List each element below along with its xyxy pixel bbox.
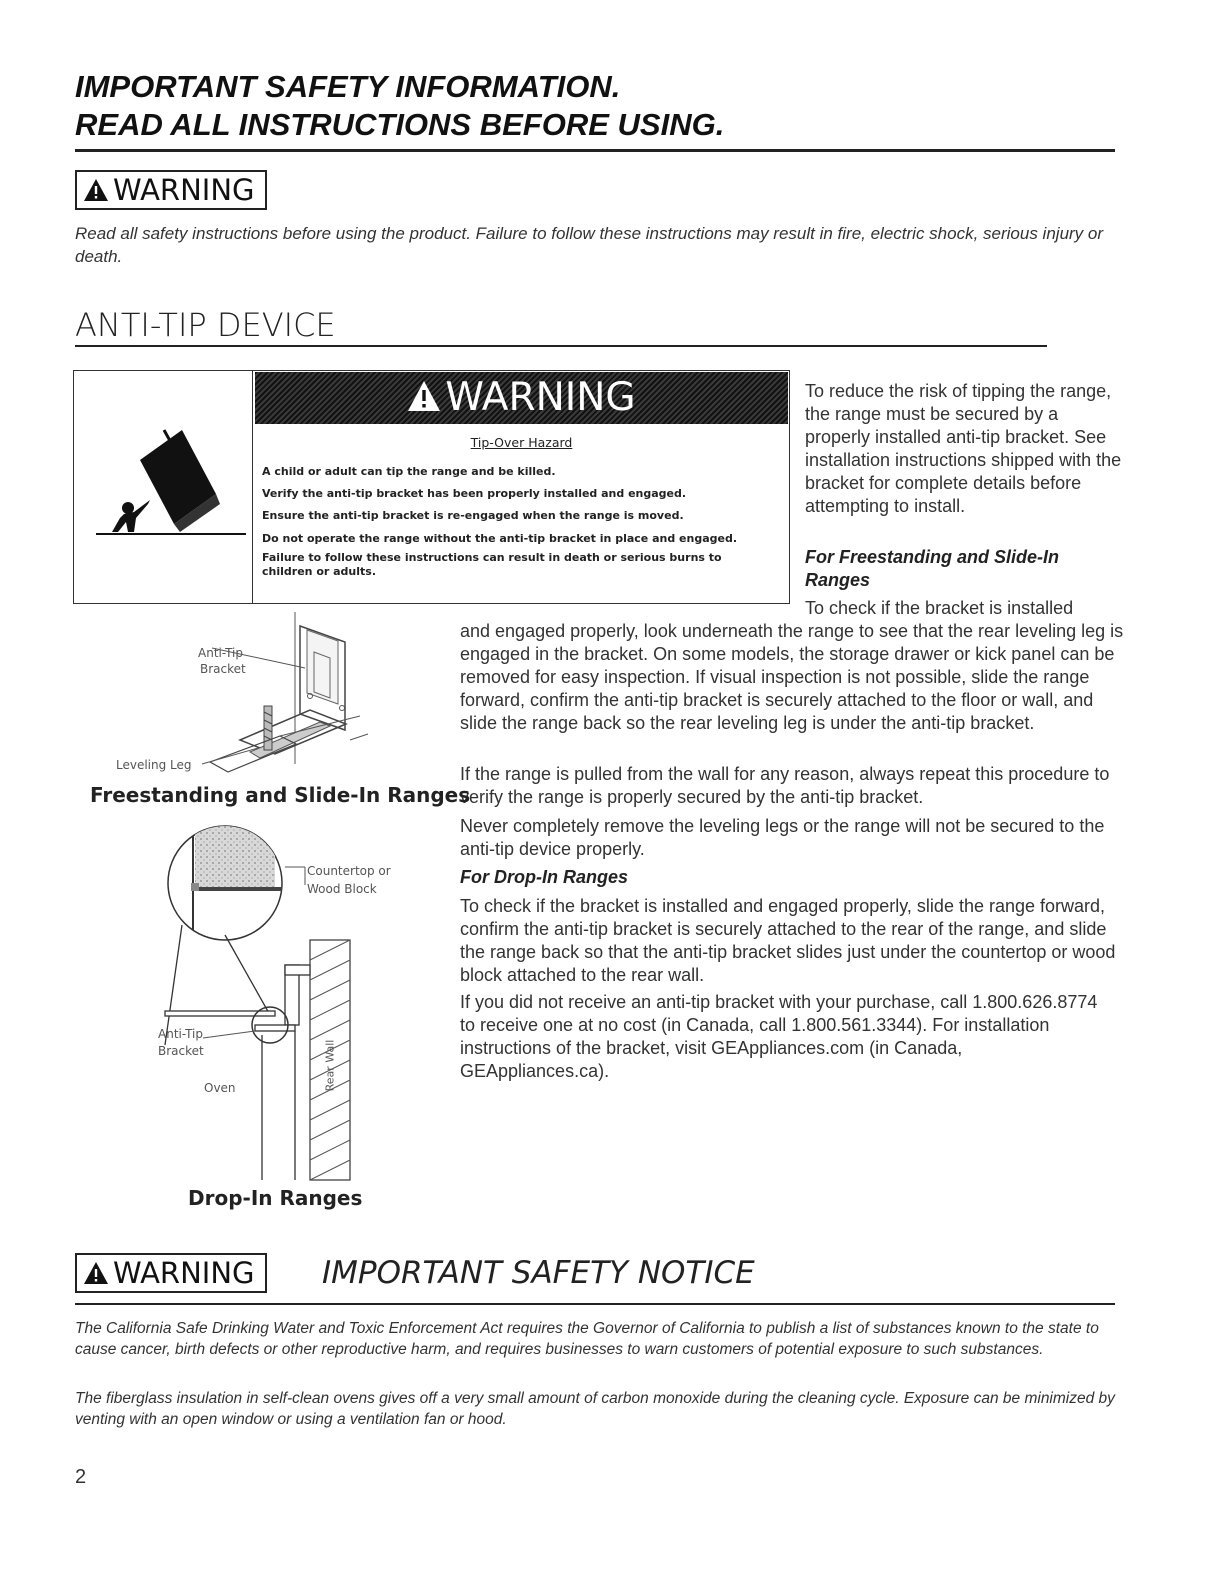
notice-title: IMPORTANT SAFETY NOTICE (322, 1255, 755, 1291)
freestanding-p3: Never completely remove the leveling legs or the range will not be secured to the anti-tip device properly. (460, 816, 1105, 859)
page-number: 2 (75, 1466, 87, 1488)
fig2-oven-label: Oven (204, 1081, 236, 1095)
dropin-p2: If you did not receive an anti-tip bracket with your purchase, call 1.800.626.8774 to receive one at no cost (in Canada, call 1.800.561.3344). For installation instructions of the bracket, visit GEAppliances.com (in Canada, GEAppliances.ca). (460, 992, 1098, 1081)
dropin-p1: To check if the bracket is installed and engaged properly, slide the range forward, confirm the anti-tip bracket is securely attached to the rear of the range, and slide the range back so that the anti-tip bracket slides just under the countertop or wood block attached to the rear wall. (460, 896, 1116, 985)
warning-line-5: Failure to follow these instructions can result in death or serious burns to children or adults. (262, 551, 722, 578)
freestanding-bracket-diagram (100, 612, 440, 782)
fig2-bracket-label-1: Anti-Tip (158, 1027, 203, 1041)
notice-warning-label: WARNING (113, 1256, 255, 1290)
fig1-leveling-leg-label: Leveling Leg (116, 758, 192, 772)
dropin-heading: For Drop-In Ranges (460, 867, 629, 887)
fig1-bracket-label-2: Bracket (200, 662, 246, 676)
section-title-anti-tip: ANTI-TIP DEVICE (75, 306, 336, 344)
tip-over-hazard-heading: Tip-Over Hazard (470, 435, 573, 450)
top-warning-label: WARNING (113, 173, 255, 207)
fig2-countertop-label-2: Wood Block (307, 882, 377, 896)
header-line-2: READ ALL INSTRUCTIONS BEFORE USING. (75, 107, 725, 142)
warning-box-divider (252, 370, 253, 604)
freestanding-p1-start: To check if the bracket is installed (805, 598, 1074, 618)
fig2-caption: Drop-In Ranges (188, 1186, 363, 1210)
warning-triangle-icon (83, 1261, 109, 1285)
warning-line-2: Verify the anti-tip bracket has been properly installed and engaged. (262, 487, 687, 500)
notice-p2: The fiberglass insulation in self-clean ovens gives off a very small amount of carbon monoxide during the cleaning cycle. Exposure can be minimized by venting with an open window or using a ventilation fan or hood. (75, 1390, 1115, 1428)
fig2-countertop-label-1: Countertop or (307, 864, 391, 878)
fig1-caption: Freestanding and Slide-In Ranges (90, 783, 471, 807)
dropin-bracket-diagram (145, 825, 365, 1185)
header-line-1: IMPORTANT SAFETY INFORMATION. (75, 69, 621, 104)
top-warning-badge (75, 170, 267, 210)
warning-line-4: Do not operate the range without the anti-tip bracket in place and engaged. (262, 532, 738, 545)
fig1-bracket-label-1: Anti-Tip (198, 646, 243, 660)
notice-rule (75, 1303, 1115, 1305)
header-rule (75, 149, 1115, 152)
freestanding-p2: If the range is pulled from the wall for any reason, always repeat this procedure to verify the range is properly secured by the anti-tip bracket. (460, 764, 1110, 807)
fig2-bracket-label-2: Bracket (158, 1044, 204, 1058)
tip-over-warning-band (255, 372, 788, 424)
warning-triangle-icon (83, 178, 109, 202)
section-rule (75, 345, 1047, 347)
top-warning-text: Read all safety instructions before using the product. Failure to follow these instructions may result in fire, electric shock, serious injury or death. (75, 224, 1104, 266)
notice-warning-badge (75, 1253, 267, 1293)
tip-over-child-icon (90, 420, 250, 540)
warning-line-1: A child or adult can tip the range and be killed. (262, 465, 556, 478)
notice-p1: The California Safe Drinking Water and Toxic Enforcement Act requires the Governor of California to publish a list of substances known to the state to cause cancer, birth defects or other reproductive harm, and requires businesses to warn customers of potential exposure to such substances. (75, 1320, 1099, 1358)
anti-tip-intro: To reduce the risk of tipping the range, the range must be secured by a properly installed anti-tip bracket. See installation instructions shipped with the bracket for complete details before attempting to install. (805, 381, 1122, 516)
fig2-rear-wall-label: Rear Wall (323, 1039, 337, 1092)
warning-line-3: Ensure the anti-tip bracket is re-engaged when the range is moved. (262, 509, 684, 522)
warning-triangle-icon (407, 380, 441, 412)
freestanding-heading: For Freestanding and Slide-In Ranges (805, 547, 1060, 590)
freestanding-p1-rest: and engaged properly, look underneath the range to see that the rear leveling leg is engaged in the bracket. On some models, the storage drawer or kick panel can be removed for easy inspection. If visual inspection is not possible, slide the range forward, confirm the anti-tip bracket is securely attached to the floor or wall, and slide the range back so the rear leveling leg is under the anti-tip bracket. (460, 621, 1124, 733)
tip-over-warning-band-label: WARNING (445, 375, 636, 420)
